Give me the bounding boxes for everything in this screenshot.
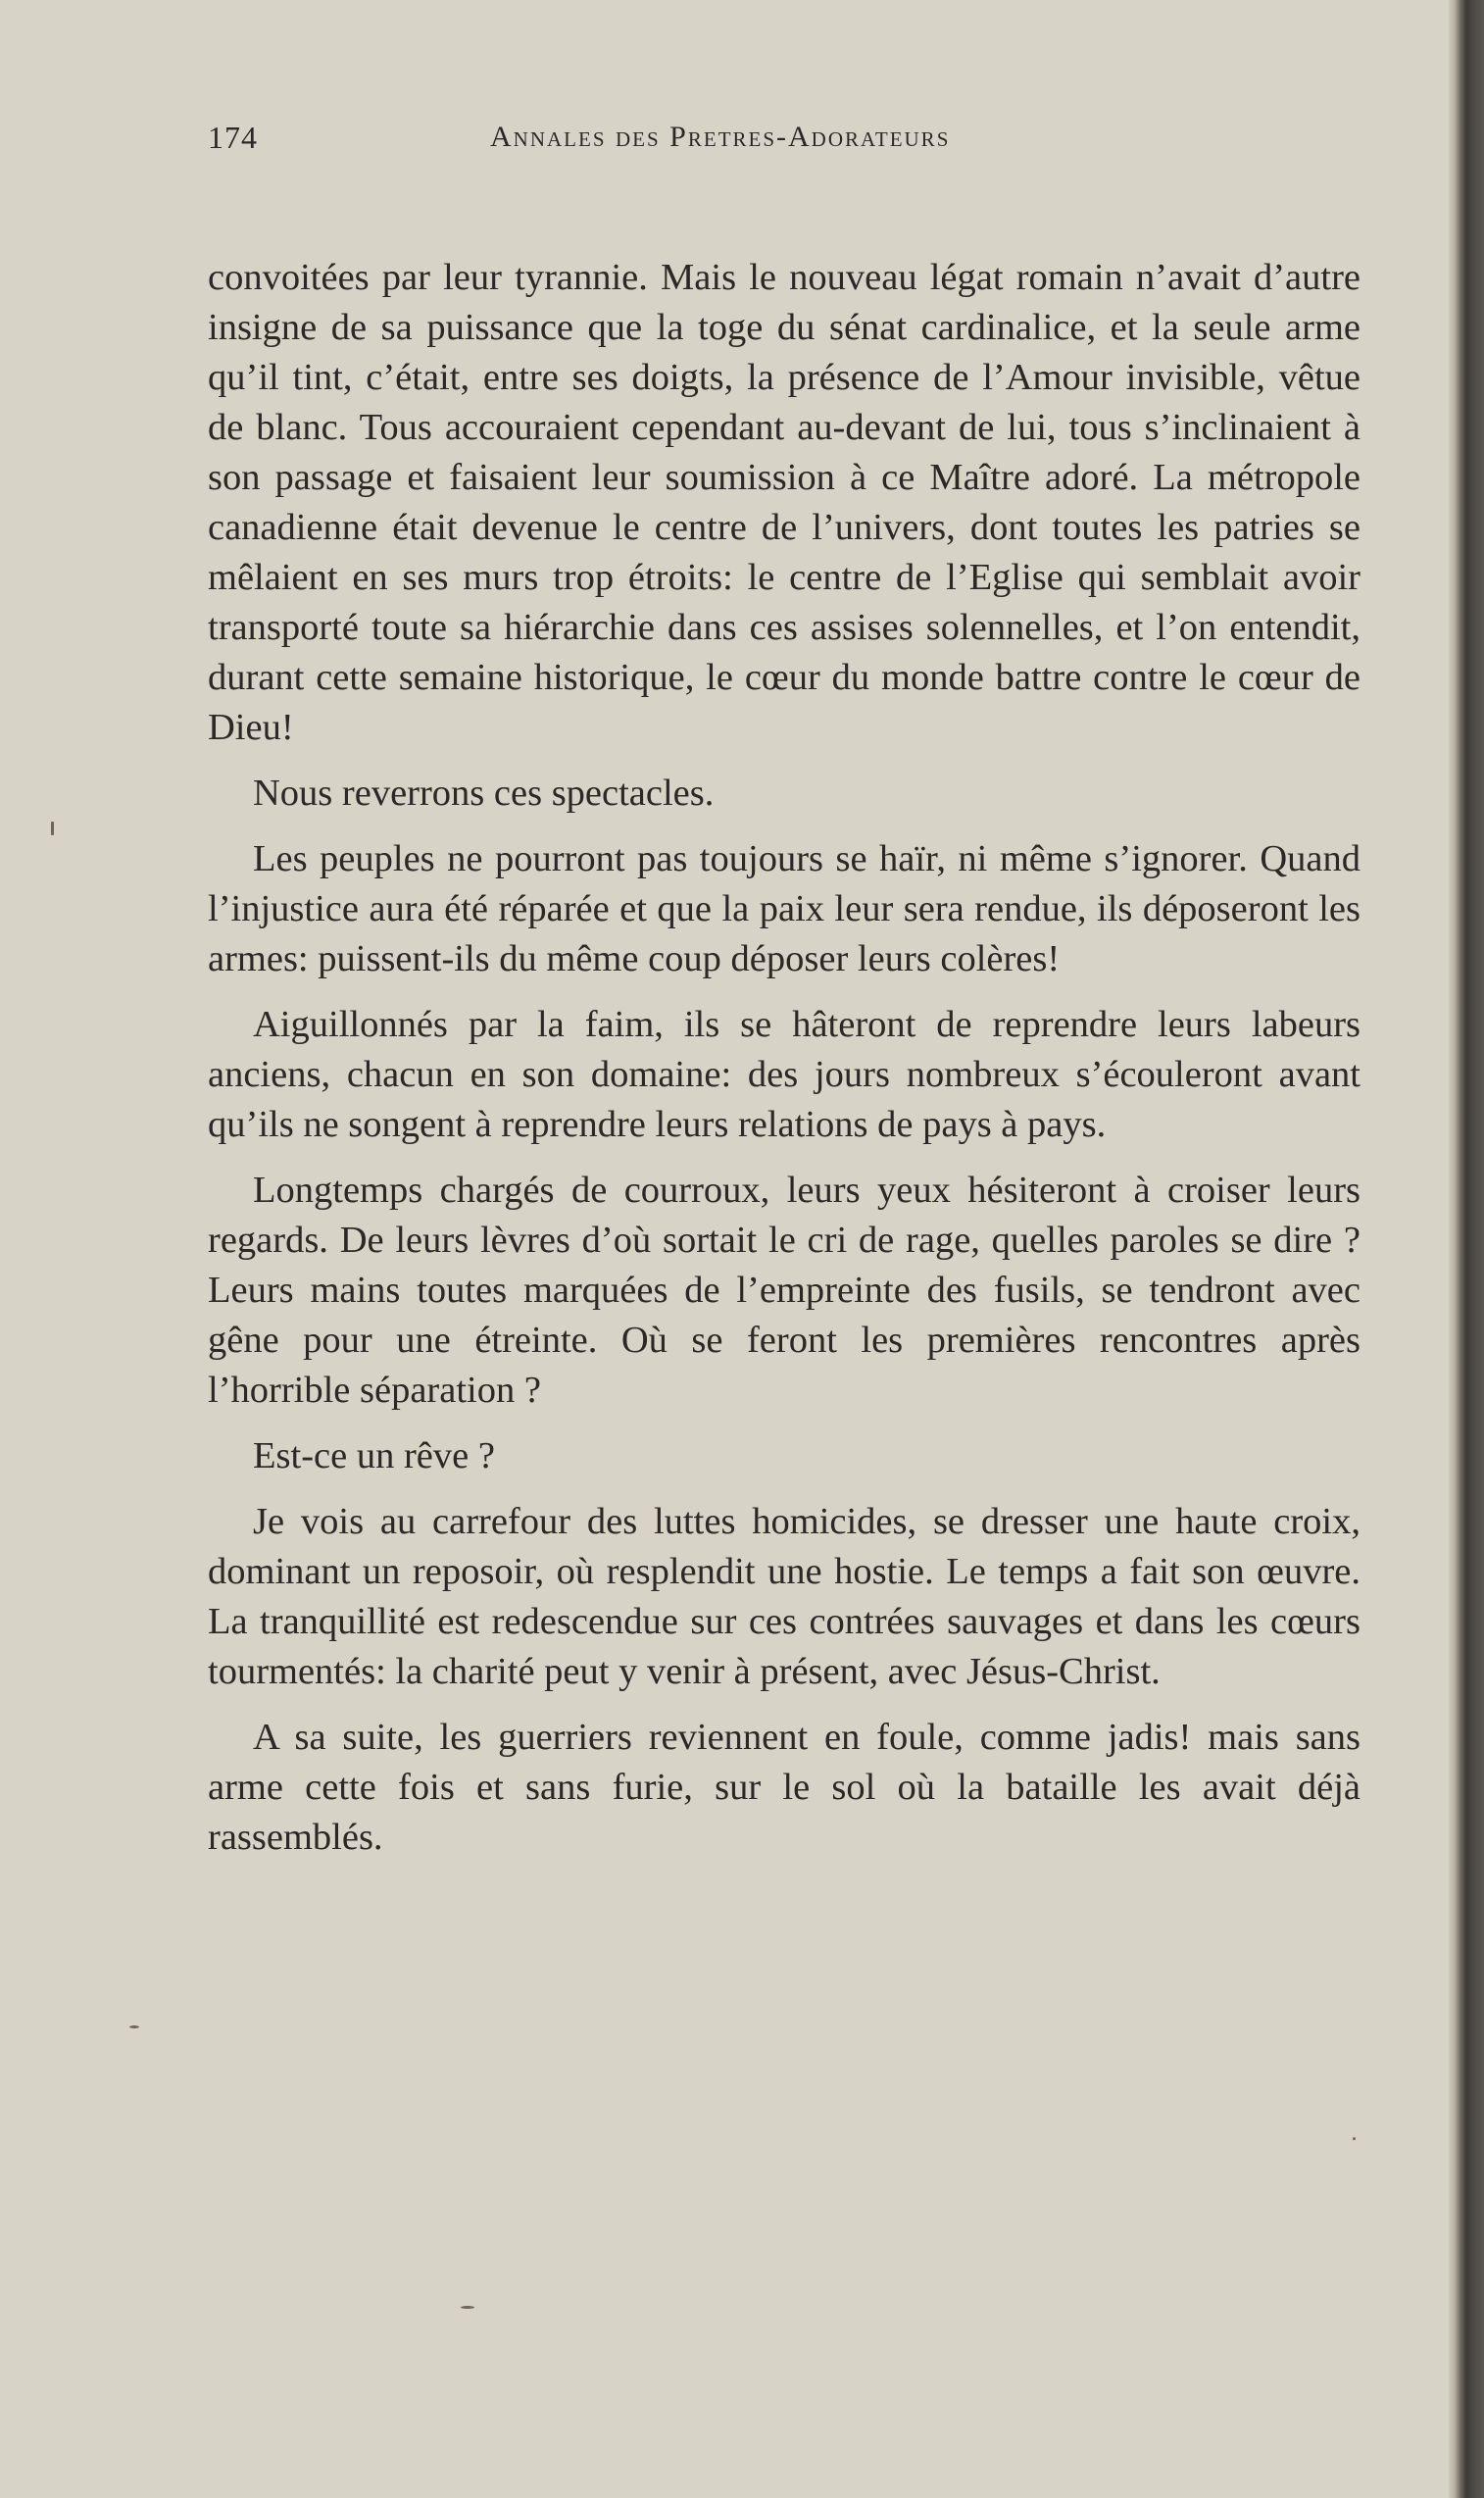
paper-speck — [1353, 2137, 1356, 2140]
page-number: 174 — [208, 120, 258, 155]
paper-speck — [51, 822, 54, 835]
page-body — [208, 253, 1360, 1878]
paper-speck — [129, 2025, 139, 2028]
paragraph-1: convoitées par leur tyrannie. Mais le nouveau légat romain n’avait d’autre insigne de sa puissance que la toge du sénat cardinalice, et la seule arme qu’il tint, c’était, entre ses doigts, la présence de l’Amour invisible, vêtue de blanc. Tous accouraient cependant au-devant de lui, tous s’inclinaient à son passage et faisaient leur soumission à ce Maître adoré. La métropole canadienne était devenue le centre de l’univers, dont toutes les patries se mêlaient en ses murs trop étroits: le centre de l’Eglise qui semblait avoir transporté toute sa hiérarchie dans ces assises solennelles, et l’on entendit, durant cette semaine historique, le cœur du monde battre contre le cœur de Dieu! — [208, 257, 1360, 748]
paper-speck — [461, 2306, 474, 2309]
paragraph-4: Aiguillonnés par la faim, ils se hâteront de reprendre leurs labeurs anciens, chacun en son domaine: des jours nombreux s’écouleront avant qu’ils ne songent à reprendre leurs relations de pays à pays. — [208, 1004, 1360, 1145]
page-binding-edge — [1449, 0, 1484, 2498]
paragraph-3: Les peuples ne pourront pas toujours se haïr, ni même s’ignorer. Quand l’injustice aura été réparée et que la paix leur sera rendue, ils déposeront les armes: puissent-ils du même coup déposer leurs colères! — [208, 838, 1360, 979]
paragraph-8: A sa suite, les guerriers reviennent en foule, comme jadis! mais sans arme cette fois et sans furie, sur le sol où la bataille les avait déjà rassemblés. — [208, 1717, 1360, 1858]
paragraph-6: Est-ce un rêve ? — [253, 1435, 495, 1476]
paragraph-5: Longtemps chargés de courroux, leurs yeux hésiteront à croiser leurs regards. De leurs lèvres d’où sortait le cri de rage, quelles paroles se dire ? Leurs mains toutes marquées de l’empreinte des fusils, se tendront avec gêne pour une étreinte. Où se feront les premières rencontres après l’horrible séparation ? — [208, 1170, 1360, 1411]
page-header — [208, 116, 1364, 165]
paragraph-7: Je vois au carrefour des luttes homicides, se dresser une haute croix, dominant un reposoir, où resplendit une hostie. Le temps a fait son œuvre. La tranquillité est redescendue sur ces contrées sauvages et dans les cœurs tourmentés: la charité peut y venir à présent, avec Jésus-Christ. — [208, 1501, 1360, 1692]
running-title: Annales des Pretres-Adorateurs — [490, 121, 951, 153]
paragraph-2: Nous reverrons ces spectacles. — [253, 773, 715, 814]
